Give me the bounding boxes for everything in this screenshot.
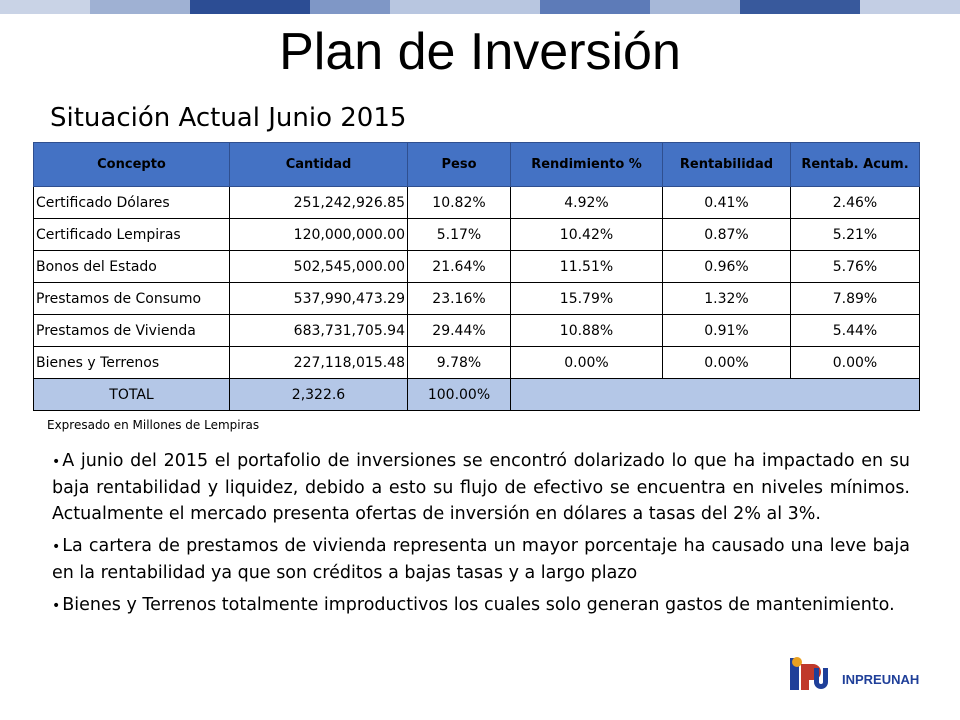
cell-peso: 10.82%: [408, 187, 511, 219]
header-concepto: Concepto: [34, 143, 230, 187]
cell-rentabilidad: 0.00%: [663, 347, 791, 379]
slide-title: Plan de Inversión: [279, 23, 681, 81]
cell-concepto: Bonos del Estado: [34, 251, 230, 283]
bullet-list: [52, 448, 910, 625]
cell-peso: 23.16%: [408, 283, 511, 315]
cell-peso: 21.64%: [408, 251, 511, 283]
bullet-text: Bienes y Terrenos totalmente improductivos los cuales solo generan gastos de mantenimiento.: [62, 595, 895, 615]
cell-cantidad: 537,990,473.29: [230, 283, 408, 315]
top-decor-bar: [0, 0, 960, 14]
cell-rentabilidad: 0.41%: [663, 187, 791, 219]
cell-cantidad: 251,242,926.85: [230, 187, 408, 219]
total-empty-cell: [511, 379, 920, 411]
table-row: [34, 315, 920, 347]
table-row: [34, 251, 920, 283]
cell-concepto: Prestamos de Consumo: [34, 283, 230, 315]
inpreunah-logo-icon: [788, 654, 832, 694]
cell-cantidad: 120,000,000.00: [230, 219, 408, 251]
table-row: [34, 283, 920, 315]
bullet-dot-icon: •: [52, 598, 61, 614]
cell-peso: 29.44%: [408, 315, 511, 347]
cell-rentabilidad: 0.87%: [663, 219, 791, 251]
cell-concepto: Prestamos de Vivienda: [34, 315, 230, 347]
bullet-dot-icon: •: [52, 539, 61, 555]
total-peso: 100.00%: [408, 379, 511, 411]
bullet-dot-icon: •: [52, 454, 61, 470]
table-row: [34, 219, 920, 251]
bullet-item: [52, 592, 910, 619]
bullet-text: La cartera de prestamos de vivienda representa un mayor porcentaje ha causado una leve baja en la rentabilidad ya que son créditos a bajas tasas y a largo plazo: [52, 536, 910, 583]
table-row: [34, 347, 920, 379]
cell-acum: 7.89%: [791, 283, 920, 315]
cell-peso: 9.78%: [408, 347, 511, 379]
cell-acum: 0.00%: [791, 347, 920, 379]
header-cantidad: Cantidad: [230, 143, 408, 187]
units-note: Expresado en Millones de Lempiras: [47, 418, 260, 432]
cell-acum: 2.46%: [791, 187, 920, 219]
cell-concepto: Certificado Dólares: [34, 187, 230, 219]
cell-rendimiento: 11.51%: [511, 251, 663, 283]
header-rentabilidad: Rentabilidad: [663, 143, 791, 187]
table-header-row: [34, 143, 920, 187]
cell-cantidad: 683,731,705.94: [230, 315, 408, 347]
cell-acum: 5.76%: [791, 251, 920, 283]
bullet-item: [52, 533, 910, 586]
cell-rentabilidad: 0.96%: [663, 251, 791, 283]
bullet-item: [52, 448, 910, 527]
table-total-row: [34, 379, 920, 411]
total-label: TOTAL: [34, 379, 230, 411]
bullet-text: A junio del 2015 el portafolio de inversiones se encontró dolarizado lo que ha impactado en su baja rentabilidad y liquidez, debido a esto su flujo de efectivo se encuentra en niveles mínimos. Actualmente el mercado presenta ofertas de inversión en dólares a tasas del 2% al 3%.: [52, 451, 910, 524]
cell-rendimiento: 4.92%: [511, 187, 663, 219]
slide-subtitle: Situación Actual Junio 2015: [50, 103, 407, 133]
cell-peso: 5.17%: [408, 219, 511, 251]
header-rentab-acum: Rentab. Acum.: [791, 143, 920, 187]
total-cantidad: 2,322.6: [230, 379, 408, 411]
cell-concepto: Certificado Lempiras: [34, 219, 230, 251]
cell-rendimiento: 0.00%: [511, 347, 663, 379]
logo-text: INPREUNAH: [842, 672, 920, 687]
header-rendimiento: Rendimiento %: [511, 143, 663, 187]
cell-acum: 5.44%: [791, 315, 920, 347]
cell-rendimiento: 10.88%: [511, 315, 663, 347]
investment-table: [33, 142, 920, 411]
cell-rentabilidad: 1.32%: [663, 283, 791, 315]
cell-cantidad: 502,545,000.00: [230, 251, 408, 283]
cell-rendimiento: 10.42%: [511, 219, 663, 251]
cell-rentabilidad: 0.91%: [663, 315, 791, 347]
table-row: [34, 187, 920, 219]
cell-rendimiento: 15.79%: [511, 283, 663, 315]
header-peso: Peso: [408, 143, 511, 187]
cell-concepto: Bienes y Terrenos: [34, 347, 230, 379]
cell-cantidad: 227,118,015.48: [230, 347, 408, 379]
cell-acum: 5.21%: [791, 219, 920, 251]
